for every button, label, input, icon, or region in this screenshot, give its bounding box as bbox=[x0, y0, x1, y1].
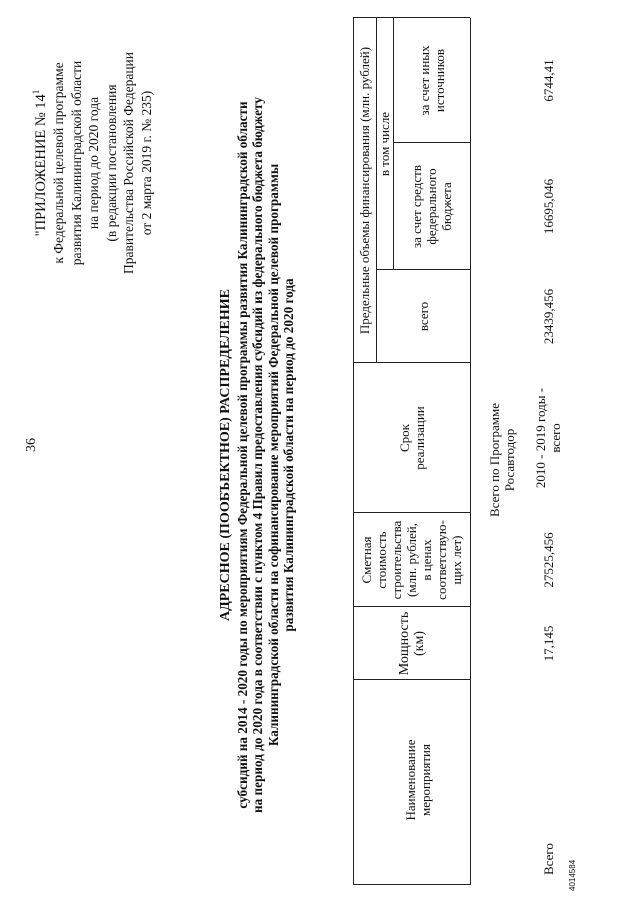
row-capacity: 17,145 bbox=[540, 625, 556, 662]
row-other: 6744,41 bbox=[540, 59, 556, 102]
appendix-line: к Федеральной целевой программе bbox=[51, 62, 67, 264]
document-stamp-number: 4014584 bbox=[568, 859, 577, 891]
row-cost: 27525,456 bbox=[540, 532, 556, 588]
heading-line: Калининградской области на софинансирование мероприятий Федеральной целевой программы bbox=[265, 163, 281, 747]
header-name: Наименование мероприятия bbox=[403, 739, 433, 821]
appendix-line: на период до 2020 года bbox=[86, 96, 102, 230]
header-period: Срок реализации bbox=[396, 406, 427, 470]
header-cost: Сметная стоимость строительства (млн. рублей, в ценах соответствую-щих лет) bbox=[359, 520, 464, 600]
appendix-block bbox=[28, 3, 155, 323]
header-divider bbox=[353, 884, 470, 885]
header-total: всего bbox=[415, 301, 431, 332]
row-total: 23439,456 bbox=[540, 288, 556, 345]
table-header-bottom-border bbox=[470, 18, 471, 885]
section-title: Всего по Программе Росавтодор bbox=[487, 402, 517, 518]
row-period: 2010 - 2019 годы - всего bbox=[533, 387, 563, 489]
document-heading bbox=[218, 75, 297, 835]
heading-line: на период до 2020 года в соответствии с пунктом 4 Правил предоставления субсидий из федерального бюджета бюджету bbox=[250, 97, 265, 813]
header-funding: Предельные объемы финансирования (млн. рублей) bbox=[357, 46, 372, 335]
appendix-line: (в редакции постановления bbox=[103, 84, 119, 242]
header-other: за счет иных источников bbox=[416, 45, 447, 116]
heading-line: субсидий на 2014 - 2020 годы по мероприятиям Федеральной целевой программы развития Калининградской области bbox=[234, 101, 250, 809]
appendix-title-superscript: 1 bbox=[31, 89, 41, 95]
appendix-line: Правительства Российской Федерации bbox=[121, 52, 137, 274]
heading-title: АДРЕСНОЕ (ПООБЪЕКТНОЕ) РАСПРЕДЕЛЕНИЕ bbox=[218, 289, 233, 621]
header-including: в том числе bbox=[377, 111, 392, 177]
row-federal: 16695,046 bbox=[540, 178, 556, 235]
appendix-line: развития Калининградской области bbox=[68, 60, 84, 266]
appendix-line: от 2 марта 2019 г. № 235) bbox=[138, 90, 154, 236]
heading-line: развития Калининградской области на период до 2020 года bbox=[281, 278, 296, 632]
page-number: 36 bbox=[24, 438, 39, 452]
row-name: Всего bbox=[540, 843, 556, 875]
appendix-title: "ПРИЛОЖЕНИЕ № $14^1$ bbox=[31, 89, 49, 237]
header-federal: за счет средств федерального бюджета bbox=[409, 165, 454, 248]
header-capacity: Мощность (км) bbox=[396, 611, 427, 676]
